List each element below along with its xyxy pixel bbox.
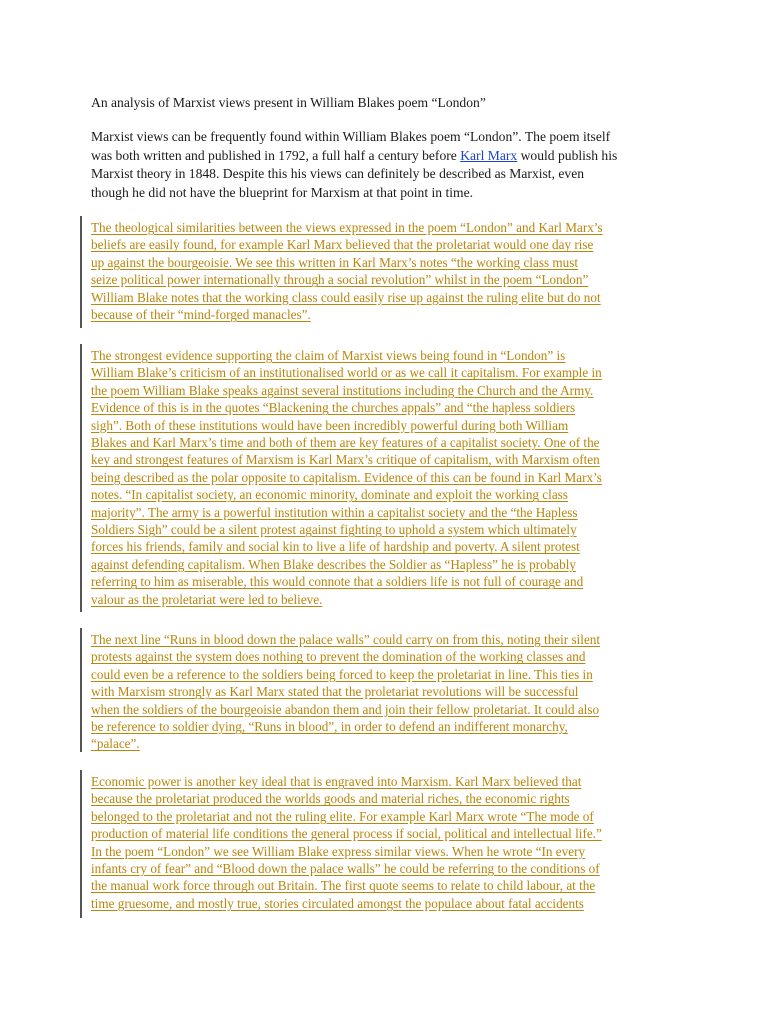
change-bar	[80, 770, 82, 918]
paragraph-line: In the poem “London” we see William Blake express similar views. When he wrote “In every	[91, 843, 586, 859]
paragraph-line: the manual work force through out Britain. The first quote seems to relate to child labour, at the	[91, 878, 596, 894]
paragraph-line: key and strongest features of Marxism is Karl Marx’s critique of capitalism, with Marxism often	[91, 452, 600, 468]
paragraph-line: notes. “In capitalist society, an economic minority, dominate and exploit the working class	[91, 487, 568, 503]
paragraph-line: infants cry of fear” and “Blood down the palace walls” he could be referring to the conditions of	[91, 861, 600, 877]
paragraph-line: Soldiers Sigh” could be a silent protest against fighting to uphold a system which ultimately	[91, 522, 577, 538]
paragraph-line: The theological similarities between the views expressed in the poem “London” and Karl Marx’s	[91, 220, 603, 235]
paragraph-line: up against the bourgeoisie. We see this written in Karl Marx’s notes “the working class must	[91, 254, 579, 270]
paragraph-line: against defending capitalism. When Blake describes the Soldier as “Hapless” he is probably	[91, 556, 576, 572]
paragraph-line: belonged to the proletariat and not the ruling elite. For example Karl Marx wrote “The mode of	[91, 808, 594, 824]
intro-text: would publish his	[517, 147, 618, 163]
paragraph-line: referring to him as miserable, this would connote that a soldiers life is not full of courage and	[91, 574, 584, 590]
paragraph-line: forces his friends, family and social kin to live a life of hardship and poverty. A silent protest	[91, 539, 580, 555]
paragraph-line: being described as the polar opposite to capitalism. Evidence of this can be found in Karl Marx’s	[91, 469, 602, 485]
paragraph-line: majority”. The army is a powerful institution within a capitalist society and the “the Hapless	[91, 504, 578, 520]
paragraph-line: William Blake’s criticism of an institutionalised world or as we call it capitalism. For example in	[91, 365, 602, 381]
paragraph-line: seize political power internationally through a social revolution” whilst in the poem “London”	[91, 272, 589, 288]
paragraph-line: could even be a reference to the soldiers being forced to keep the proletariat in line. This ties in	[91, 666, 593, 682]
paragraph-line: because the proletariat produced the worlds goods and material riches, the economic rights	[91, 791, 570, 807]
paragraph-line: protests against the system does nothing to prevent the domination of the working classes and	[91, 649, 586, 665]
intro-paragraph	[91, 128, 691, 202]
paragraph-line: The next line “Runs in blood down the palace walls” could carry on from this, noting their silent	[91, 632, 601, 647]
paragraph-line: Economic power is another key ideal that is engraved into Marxism. Karl Marx believed that	[91, 774, 582, 789]
paragraph-line: William Blake notes that the working class could easily rise up against the ruling elite but do not	[91, 289, 601, 305]
change-bar	[80, 216, 82, 328]
intro-line: Marxist views can be frequently found within William Blakes poem “London”. The poem itself	[91, 129, 611, 144]
paragraph-line: when the soldiers of the bourgeoisie abandon them and join their fellow proletariat. It could also	[91, 701, 600, 717]
paragraph-line: time gruesome, and mostly true, stories circulated amongst the populace about fatal accidents	[91, 895, 584, 911]
change-bar	[80, 628, 82, 752]
intro-line: though he did not have the blueprint for Marxism at that point in time.	[91, 184, 474, 200]
intro-text: was both written and published in 1792, a full half a century before	[91, 147, 461, 163]
tracked-paragraph-institutions	[91, 347, 691, 608]
intro-line	[91, 147, 691, 166]
paragraph-line: The strongest evidence supporting the claim of Marxist views being found in “London” is	[91, 348, 566, 363]
change-bar	[80, 344, 82, 612]
paragraph-line: production of material life conditions the general process if social, political and intellectual life.”	[91, 826, 602, 842]
paragraph-line: sigh”. Both of these institutions would have been incredibly powerful during both William	[91, 417, 569, 433]
tracked-paragraph-economic-power	[91, 773, 691, 912]
tracked-paragraph-theological	[91, 219, 691, 323]
paragraph-line: “palace”.	[91, 736, 140, 752]
paragraph-line: the poem William Blake speaks against several institutions including the Church and the Army.	[91, 382, 594, 398]
paragraph-line: beliefs are easily found, for example Karl Marx believed that the proletariat would one day rise	[91, 237, 594, 253]
document-title: An analysis of Marxist views present in William Blakes poem “London”	[91, 95, 486, 110]
karl-marx-link[interactable]: Karl Marx	[460, 147, 518, 163]
paragraph-line: valour as the proletariat were led to believe.	[91, 591, 323, 607]
intro-line: Marxist theory in 1848. Despite this his views can definitely be described as Marxist, even	[91, 166, 585, 181]
tracked-paragraph-palace-walls	[91, 631, 691, 753]
paragraph-line: because of their “mind-forged manacles”.	[91, 307, 311, 323]
paragraph-line: be reference to soldier dying, “Runs in blood”, in order to defend an indifferent monarchy,	[91, 719, 568, 735]
paragraph-line: with Marxism strongly as Karl Marx stated that the proletariat revolutions will be successful	[91, 684, 579, 700]
paragraph-line: Blakes and Karl Marx’s time and both of them are key features of a capitalist society. One of the	[91, 435, 600, 451]
paragraph-line: Evidence of this is in the quotes “Blackening the churches appals” and “the hapless soldiers	[91, 400, 576, 416]
